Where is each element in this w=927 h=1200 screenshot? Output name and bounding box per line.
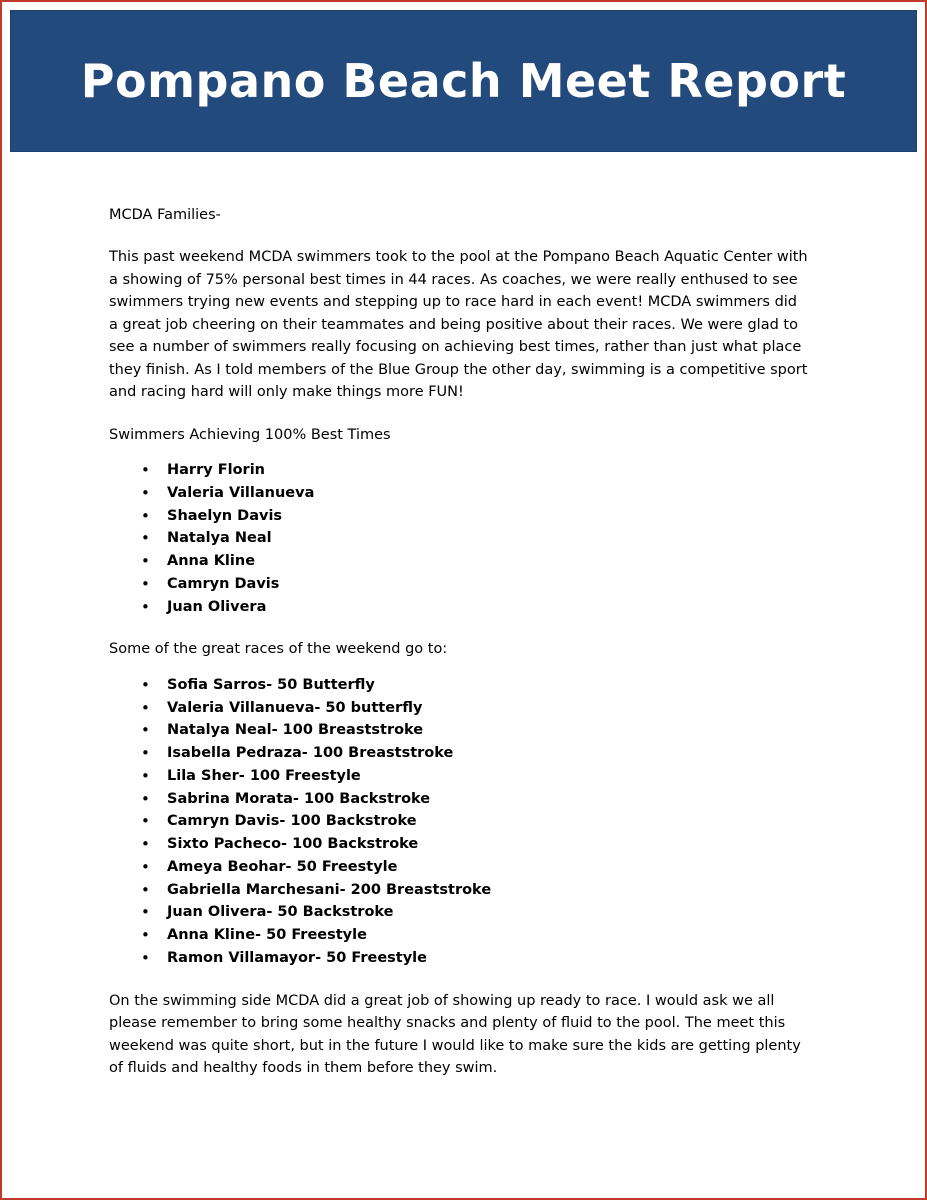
list-item: • Juan Olivera [137, 597, 810, 619]
list-item: • Ameya Beohar- 50 Freestyle [137, 857, 810, 879]
great-races-list [109, 675, 810, 970]
intro-paragraph: This past weekend MCDA swimmers took to the pool at the Pompano Beach Aquatic Center with a showing of 75% personal best times in 44 races. As coaches, we were really enthused to see swimmers trying new events and stepping up to race hard in each event! MCDA swimmers did a great job cheering on their teammates and being positive about their races. We were glad to see a number of swimmers really focusing on achieving best times, rather than just what place they finish. As I told members of the Blue Group the other day, swimming is a competitive sport and racing hard will only make things more FUN! [109, 249, 808, 401]
document-body [2, 152, 925, 1080]
list-item: • Anna Kline- 50 Freestyle [137, 925, 810, 947]
list-item: • Lila Sher- 100 Freestyle [137, 766, 810, 788]
closing-paragraph: On the swimming side MCDA did a great job of showing up ready to race. I would ask we all please remember to bring some healthy snacks and plenty of fluid to the pool. The meet this weekend was quite short, but in the future I would like to make sure the kids are getting plenty of fluids and healthy foods in them before they swim. [109, 992, 801, 1077]
list-item: • Shaelyn Davis [137, 506, 810, 528]
list-item: • Gabriella Marchesani- 200 Breaststroke [137, 880, 810, 902]
page-title: Pompano Beach Meet Report [80, 53, 847, 108]
list-item: • Natalya Neal [137, 528, 810, 550]
list-item: • Camryn Davis- 100 Backstroke [137, 811, 810, 833]
list-item: • Sixto Pacheco- 100 Backstroke [137, 834, 810, 856]
best-times-heading: Swimmers Achieving 100% Best Times [109, 426, 391, 443]
list-item: • Sabrina Morata- 100 Backstroke [137, 789, 810, 811]
best-times-list [109, 460, 810, 618]
list-item: • Valeria Villanueva- 50 butterfly [137, 698, 810, 720]
list-item: • Valeria Villanueva [137, 483, 810, 505]
list-item: • Isabella Pedraza- 100 Breaststroke [137, 743, 810, 765]
list-item: • Sofia Sarros- 50 Butterfly [137, 675, 810, 697]
salutation: MCDA Families- [109, 207, 221, 223]
list-item: • Anna Kline [137, 551, 810, 573]
list-item: • Natalya Neal- 100 Breaststroke [137, 720, 810, 742]
list-item: • Camryn Davis [137, 574, 810, 596]
list-item: • Ramon Villamayor- 50 Freestyle [137, 948, 810, 970]
list-item: • Juan Olivera- 50 Backstroke [137, 902, 810, 924]
great-races-heading: Some of the great races of the weekend go to: [109, 641, 448, 658]
list-item: • Harry Florin [137, 460, 810, 482]
title-banner [10, 10, 917, 152]
